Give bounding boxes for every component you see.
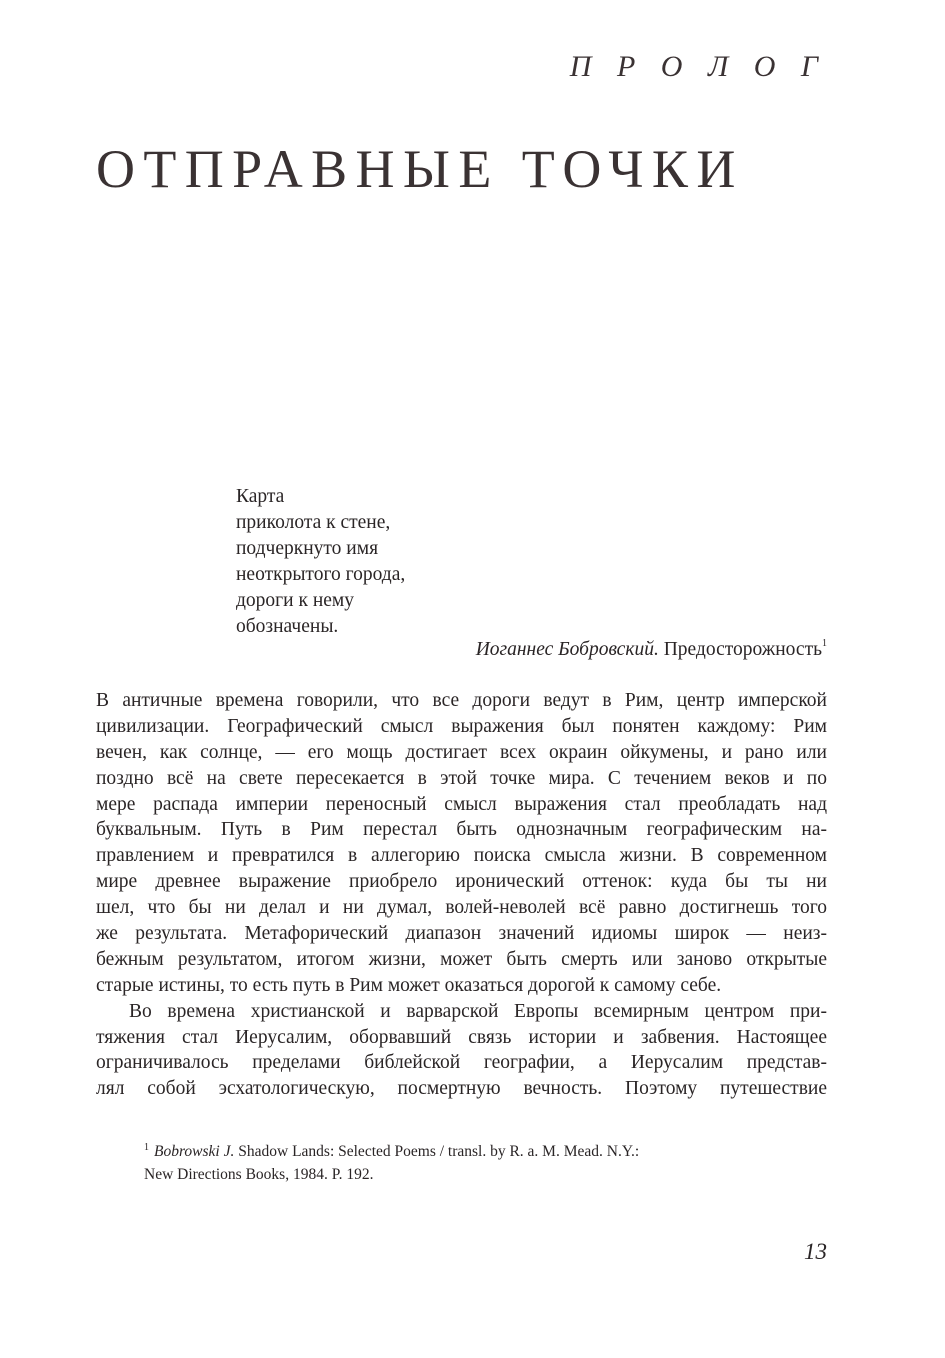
section-label: П Р О Л О Г — [569, 50, 827, 83]
epigraph-line: обозначены. — [236, 616, 339, 637]
footnote-line: New Directions Books, 1984. P. 192. — [144, 1166, 374, 1183]
paragraph-2 — [96, 999, 827, 1103]
footnote-reference[interactable]: 1 — [822, 638, 827, 649]
epigraph-line: неоткрытого города, — [236, 564, 406, 585]
text-line: буквальным. Путь в Рим перестал быть однозначным географическим на- — [96, 819, 827, 841]
text-line: мере распада империи переносный смысл выражения стал преобладать над — [96, 793, 827, 815]
main-text — [96, 688, 827, 1102]
footnote-mark: 1 — [144, 1142, 149, 1153]
text-line: правлением и превратился в аллегорию поиска смысла жизни. В современном — [96, 845, 827, 867]
epigraph-line: приколота к стене, — [236, 512, 391, 533]
text-line: мире древнее выражение приобрело иронический оттенок: куда бы ты ни — [96, 871, 827, 893]
epigraph-work: Предосторожность — [663, 639, 822, 660]
text-line: Во времена христианской и варварской Европы всемирным центром при- — [129, 1000, 827, 1022]
text-line: лял собой эсхатологическую, посмертную вечность. Поэтому путешествие — [96, 1078, 827, 1100]
text-line: тяжения стал Иерусалим, оборвавший связь истории и забвения. Настоящее — [96, 1026, 827, 1048]
text-line: же результата. Метафорический диапазон значений идиомы широк — неиз- — [96, 923, 827, 945]
text-line: цивилизации. Географический смысл выражения был понятен каждому: Рим — [96, 715, 827, 737]
text-line: ограничивалось пределами библейской географии, а Иерусалим представ- — [96, 1052, 827, 1074]
text-line: старые истины, то есть путь в Рим может оказаться дорогой к самому себе. — [96, 974, 722, 996]
footnote-text: Shadow Lands: Selected Poems / transl. by R. a. M. Mead. N.Y.: — [238, 1143, 640, 1160]
epigraph-poem — [236, 484, 405, 640]
footnote-author: Bobrowski J. — [154, 1143, 235, 1160]
footnote-line — [144, 1136, 639, 1163]
chapter-title: ОТПРАВНЫЕ ТОЧКИ — [96, 139, 744, 199]
epigraph-attribution — [476, 637, 827, 663]
epigraph-line: Карта — [236, 486, 285, 507]
text-line: шел, что бы ни делал и ни думал, волей-неволей всё равно достигнешь того — [96, 897, 827, 919]
epigraph-line: подчеркнуто имя — [236, 538, 379, 559]
epigraph-author: Иоганнес Бобровский. — [475, 639, 659, 660]
footnote — [144, 1136, 639, 1186]
epigraph-line: дороги к нему — [236, 590, 355, 611]
text-line: вечен, как солнце, — его мощь достигает всех окраин ойкумены, и рано или — [96, 741, 827, 763]
paragraph-1 — [96, 688, 827, 999]
text-line: бежным результатом, итогом жизни, может быть смерть или заново открытые — [96, 948, 827, 970]
text-line: поздно всё на свете пересекается в этой точке мира. С течением веков и по — [96, 767, 827, 789]
page-number: 13 — [804, 1239, 827, 1264]
text-line: В античные времена говорили, что все дороги ведут в Рим, центр имперской — [96, 690, 827, 711]
